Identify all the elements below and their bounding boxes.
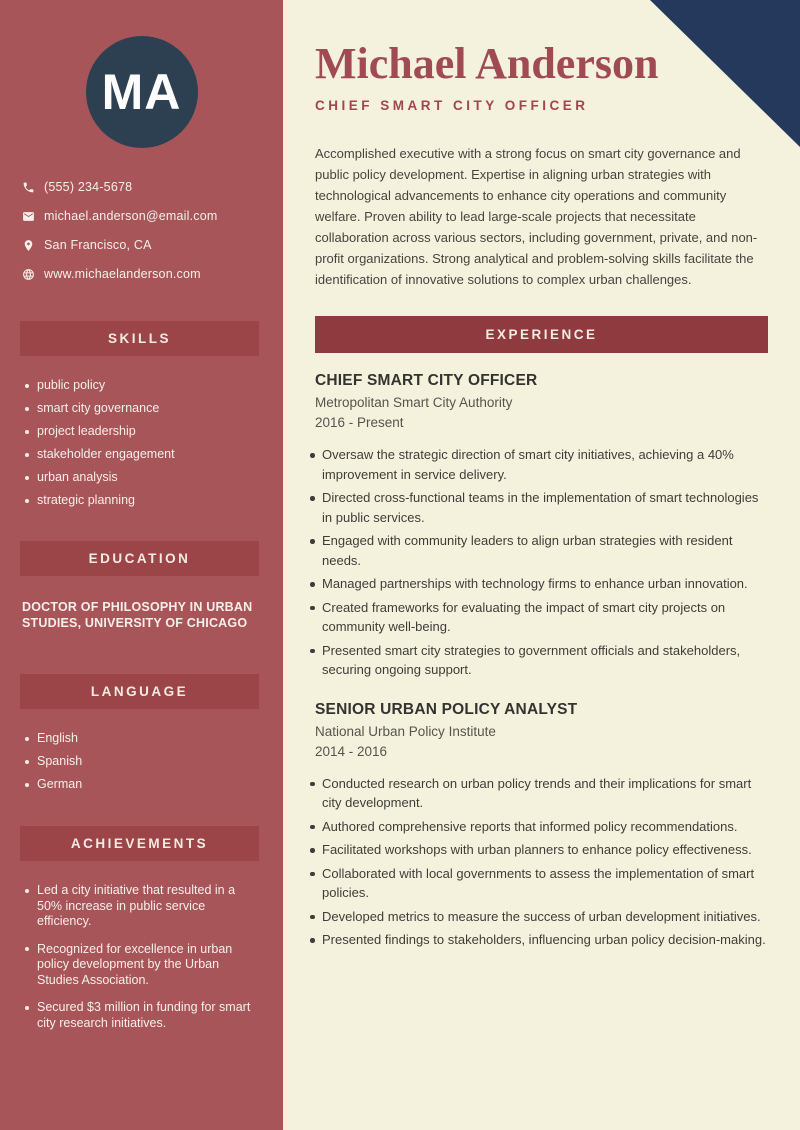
profile-summary: Accomplished executive with a strong focus on smart city governance and public policy development. Expertise in aligning urban strategies with technological advancements to enhance city operations and community welfare. Proven ability to lead large-scale projects that necessitate collaboration across various sectors, including government, private, and non-profit organizations. Strong analytical and problem-solving skills facilitate the identification of innovative solutions to complex urban challenges. (315, 146, 758, 287)
achievement-item: Led a city initiative that resulted in a 50% increase in public service efficiency. (25, 883, 259, 930)
job-title: SENIOR URBAN POLICY ANALYST (315, 700, 578, 718)
education-heading: EDUCATION (88, 551, 191, 566)
skill-item: public policy (25, 378, 259, 393)
contact-location-value: San Francisco, CA (44, 238, 152, 252)
achievement-item: Secured $3 million in funding for smart city research initiatives. (25, 1000, 259, 1031)
job-bullet: Collaborated with local governments to assess the implementation of smart policies. (310, 864, 768, 903)
phone-icon (22, 181, 35, 194)
job-dates: 2014 - 2016 (315, 743, 388, 759)
achievements-list (25, 883, 259, 1031)
education-degree: DOCTOR OF PHILOSOPHY IN URBAN STUDIES, UNIVERSITY OF CHICAGO (22, 600, 253, 630)
skill-item: stakeholder engagement (25, 447, 259, 462)
sidebar (0, 0, 283, 1130)
achievements-heading: ACHIEVEMENTS (70, 836, 209, 851)
language-list (25, 731, 259, 792)
job-bullet-list (315, 774, 768, 950)
experience-heading: EXPERIENCE (485, 327, 598, 342)
language-item: English (25, 731, 259, 746)
skill-item: strategic planning (25, 493, 259, 508)
job-bullet: Facilitated workshops with urban planners to enhance policy effectiveness. (310, 840, 768, 860)
job-company: Metropolitan Smart City Authority (315, 395, 513, 410)
job-bullet: Oversaw the strategic direction of smart city initiatives, achieving a 40% improvement in service delivery. (310, 445, 768, 484)
contact-list (0, 180, 283, 281)
skills-section-header (20, 321, 259, 356)
avatar (86, 36, 198, 148)
skill-item: urban analysis (25, 470, 259, 485)
contact-phone-value: (555) 234-5678 (44, 180, 133, 194)
contact-location (22, 238, 283, 252)
job-dates: 2016 - Present (315, 415, 404, 430)
experience-section-header (315, 316, 768, 353)
job-title: CHIEF SMART CITY OFFICER (315, 372, 538, 389)
contact-email (22, 209, 283, 223)
job-bullet-list (315, 445, 768, 680)
globe-icon (22, 268, 35, 281)
language-heading: LANGUAGE (90, 684, 189, 699)
job-company: National Urban Policy Institute (315, 723, 496, 739)
envelope-icon (22, 210, 35, 223)
achievements-section-header (20, 826, 259, 861)
job-bullet: Conducted research on urban policy trends and their implications for smart city development. (310, 774, 768, 813)
job-bullet: Presented findings to stakeholders, influencing urban policy decision-making. (310, 930, 768, 950)
contact-email-value: michael.anderson@email.com (44, 209, 218, 223)
main-column (283, 0, 800, 1130)
skill-item: smart city governance (25, 401, 259, 416)
contact-phone (22, 180, 283, 194)
skill-item: project leadership (25, 424, 259, 439)
job-bullet: Engaged with community leaders to align urban strategies with resident needs. (310, 531, 768, 570)
job-bullet: Authored comprehensive reports that informed policy recommendations. (310, 817, 768, 837)
profile-job-title: CHIEF SMART CITY OFFICER (315, 98, 589, 113)
achievement-item: Recognized for excellence in urban policy development by the Urban Studies Association. (25, 942, 259, 989)
contact-website (22, 267, 283, 281)
job-bullet: Managed partnerships with technology firms to enhance urban innovation. (310, 574, 768, 594)
location-pin-icon (22, 239, 35, 252)
language-item: German (25, 777, 259, 792)
education-section-header (20, 541, 259, 576)
job-bullet: Developed metrics to measure the success of urban development initiatives. (310, 907, 768, 927)
skills-list (25, 378, 259, 508)
job-entry-2 (315, 700, 768, 950)
name-heading: Michael Anderson (315, 39, 659, 88)
language-item: Spanish (25, 754, 259, 769)
job-bullet: Directed cross-functional teams in the implementation of smart technologies in public services. (310, 488, 768, 527)
contact-website-value: www.michaelanderson.com (44, 267, 201, 281)
job-entry-1 (315, 371, 768, 680)
avatar-initials: MA (101, 64, 182, 120)
language-section-header (20, 674, 259, 709)
job-bullet: Presented smart city strategies to government officials and stakeholders, securing ongoing support. (310, 641, 768, 680)
skills-heading: SKILLS (107, 331, 171, 346)
job-bullet: Created frameworks for evaluating the impact of smart city projects on community well-being. (310, 598, 768, 637)
